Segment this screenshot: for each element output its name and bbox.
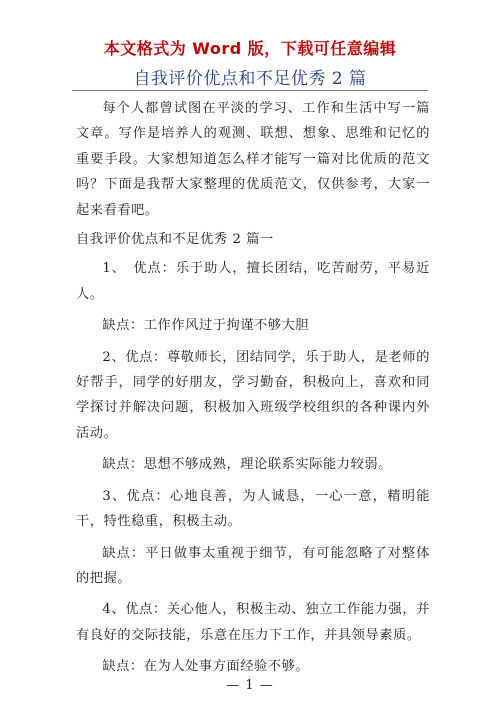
intro-paragraph: 每个人都曾试图在平淡的学习、工作和生活中写一篇文章。写作是培养人的观测、联想、想象、思维和记忆的重要手段。大家想知道怎么样才能写一篇对比优质的范文吗？下面是我帮大家整理的优质范文，仅供参考，大家一起来看看吧。	[76, 101, 430, 218]
weakness-item-1: 缺点：工作作风过于拘谨不够大胆	[102, 318, 310, 334]
title-divider	[72, 90, 428, 91]
weakness-item-4: 缺点：在为人处事方面经验不够。	[102, 659, 310, 675]
word-format-banner: 本文格式为 Word 版，下载可任意编辑	[103, 39, 397, 58]
document-body	[76, 96, 430, 686]
document-title: 自我评价优点和不足优秀 2 篇	[133, 69, 367, 89]
strength-item-3: 3、优点：心地良善，为人诚恳，一心一意，精明能干，特性稳重，积极主动。	[76, 488, 430, 530]
section-heading: 自我评价优点和不足优秀 2 篇一	[76, 232, 274, 248]
strength-item-1: 1、 优点：乐于助人，擅长团结，吃苦耐劳，平易近人。	[76, 261, 430, 302]
weakness-item-3: 缺点：平日做事太重视于细节，有可能忽略了对整体的把握。	[76, 545, 430, 586]
strength-item-2: 2、优点：尊敬师长，团结同学，乐于助人，是老师的好帮手，同学的好朋友，学习勤奋，积极向上，喜欢和同学探讨并解决问题，积极加入班级学校组织的各种课内外活动。	[76, 349, 430, 441]
strength-item-4: 4、优点：关心他人，积极主动、独立工作能力强，并有良好的交际技能，乐意在压力下工作，并具领导素质。	[76, 602, 430, 643]
weakness-item-2: 缺点：思想不够成熟，理论联系实际能力较弱。	[102, 457, 392, 473]
page-number: — 1 —	[226, 678, 274, 693]
